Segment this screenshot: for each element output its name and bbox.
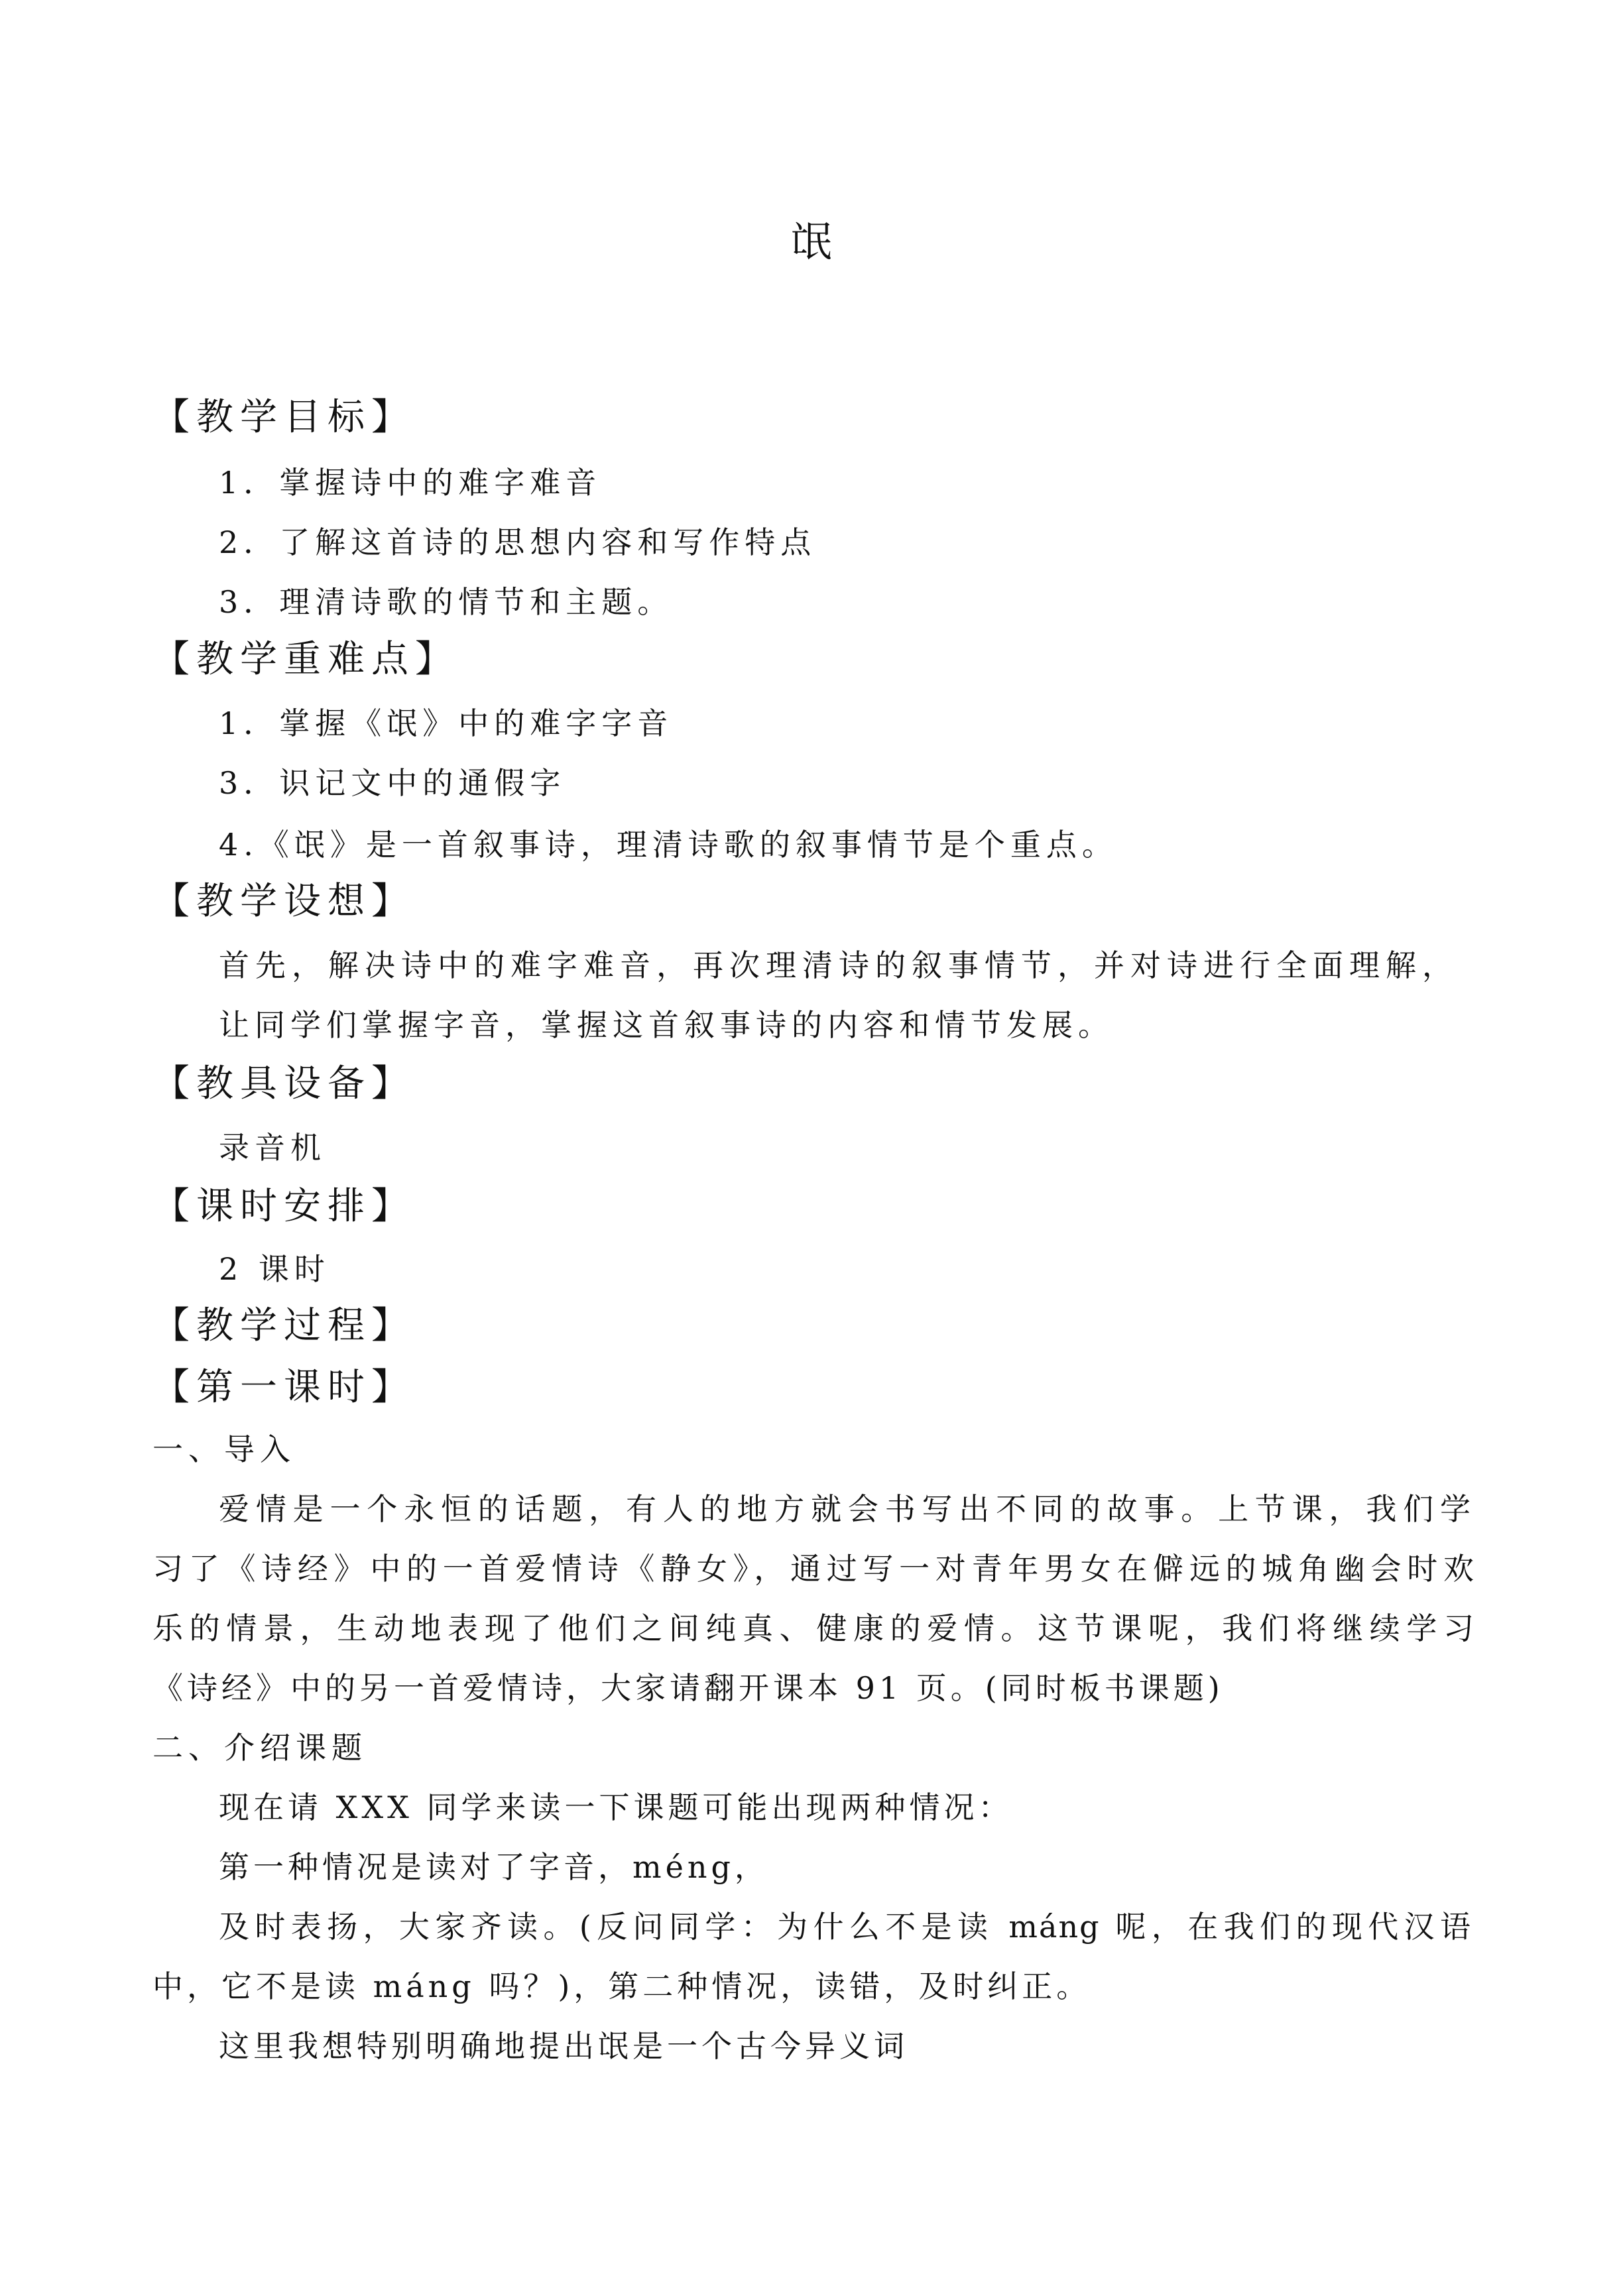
- first-lesson-heading: 【第一课时】: [152, 1366, 415, 1409]
- process-heading: 【教学过程】: [152, 1304, 415, 1347]
- key-point-item-3: 4.《氓》是一首叙事诗，理清诗歌的叙事情节是个重点。: [219, 827, 1118, 863]
- topic-line-4: 中，它不是读 máng 吗？)，第二种情况，读错，及时纠正。: [152, 1968, 1091, 2004]
- page-title: 氓: [790, 217, 832, 266]
- equipment-text: 录音机: [219, 1130, 326, 1166]
- topic-line-5: 这里我想特别明确地提出氓是一个古今异义词: [219, 2028, 908, 2064]
- topic-line-1: 现在请 XXX 同学来读一下课题可能出现两种情况：: [219, 1789, 1013, 1825]
- key-point-item-1: 1．掌握《氓》中的难字字音: [219, 705, 674, 741]
- topic-heading: 二、介绍课题: [152, 1730, 367, 1766]
- intro-heading: 一、导入: [152, 1431, 296, 1467]
- design-line-2: 让同学们掌握字音，掌握这首叙事诗的内容和情节发展。: [219, 1007, 1114, 1043]
- schedule-text: 2 课时: [219, 1251, 330, 1287]
- key-points-heading: 【教学重难点】: [152, 638, 459, 681]
- objectives-heading: 【教学目标】: [152, 396, 415, 439]
- schedule-heading: 【课时安排】: [152, 1185, 415, 1228]
- intro-line-1: 爱情是一个永恒的话题，有人的地方就会书写出不同的故事。上节课，我们学: [219, 1491, 1472, 1527]
- intro-line-2: 习了《诗经》中的一首爱情诗《静女》，通过写一对青年男女在僻远的城角幽会时欢: [152, 1551, 1475, 1587]
- objective-item-3: 3．理清诗歌的情节和主题。: [219, 584, 674, 620]
- objective-item-1: 1．掌握诗中的难字难音: [219, 465, 602, 501]
- design-line-1: 首先，解决诗中的难字难音，再次理清诗的叙事情节，并对诗进行全面理解，: [219, 947, 1459, 983]
- key-point-item-2: 3．识记文中的通假字: [219, 765, 566, 801]
- intro-line-4: 《诗经》中的另一首爱情诗，大家请翻开课本 91 页。(同时板书课题): [152, 1670, 1224, 1706]
- equipment-heading: 【教具设备】: [152, 1062, 415, 1105]
- design-heading: 【教学设想】: [152, 880, 415, 923]
- intro-line-3: 乐的情景，生动地表现了他们之间纯真、健康的爱情。这节课呢，我们将继续学习: [152, 1610, 1475, 1646]
- topic-line-2: 第一种情况是读对了字音，méng，: [219, 1849, 769, 1885]
- topic-line-3: 及时表扬，大家齐读。(反问同学：为什么不是读 máng 呢，在我们的现代汉语: [219, 1909, 1472, 1945]
- objective-item-2: 2．了解这首诗的思想内容和写作特点: [219, 524, 817, 560]
